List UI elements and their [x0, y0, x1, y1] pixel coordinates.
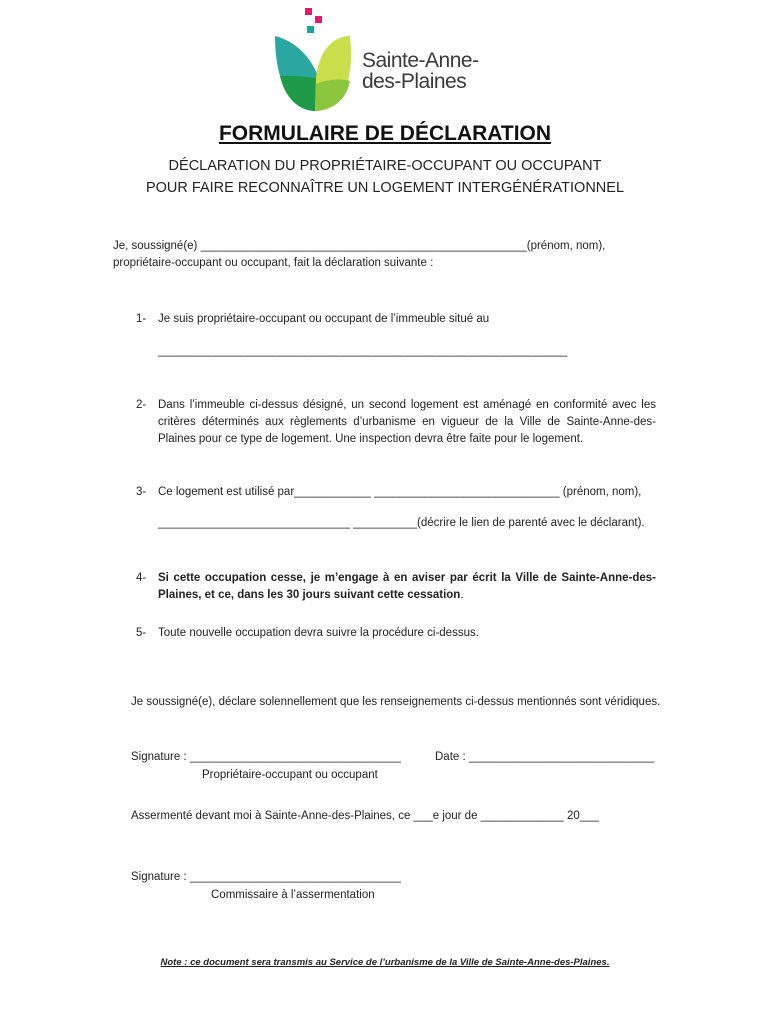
- logo-accent-pink-1: [305, 8, 312, 15]
- item-2-text: Dans l’immeuble ci-dessus désigné, un second logement est aménagé en conformité avec les critères déterminés aux règlements d’urbanisme en vigueur de la Ville de Sainte-Anne-des-Plaines pour ce type de logement. Une inspection devra être faite pour le logement.: [158, 399, 656, 445]
- item-5-number: 5-: [136, 627, 147, 639]
- item-1-address-line: ________________________________________________________________: [158, 345, 568, 357]
- commissioner-signature-role: Commissaire à l’assermentation: [211, 889, 375, 901]
- item-3-relationship-line: ______________________________ __________(décrire le lien de parenté avec le déclarant).: [158, 517, 645, 529]
- item-4-text: [158, 570, 656, 604]
- owner-signature-field: Signature : _________________________________: [131, 751, 401, 763]
- form-subtitle-line1: DÉCLARATION DU PROPRIÉTAIRE-OCCUPANT OU OCCUPANT: [168, 158, 602, 174]
- item-2-number: 2-: [136, 399, 147, 411]
- form-title: FORMULAIRE DE DÉCLARATION: [218, 122, 552, 145]
- commissioner-signature-field: Signature : _________________________________: [131, 871, 401, 883]
- logo-wordmark: [362, 50, 479, 92]
- intro-line1: Je, soussigné(e) ___________________________________________________(prénom, nom),: [113, 240, 606, 252]
- item-3-number: 3-: [136, 486, 147, 498]
- logo-accent-pink-2: [315, 16, 322, 23]
- form-subtitle-line2: POUR FAIRE RECONNAÎTRE UN LOGEMENT INTERGÉNÉRATIONNEL: [145, 180, 625, 196]
- item-4-bold-text: Si cette occupation cesse, je m’engage à en aviser par écrit la Ville de Sainte-Anne-des-Plaines, et ce, dans les 30 jours suivant cette cessation: [158, 572, 656, 601]
- logo-wordmark-line2: des-Plaines: [362, 70, 467, 93]
- footer-note: Note : ce document sera transmis au Service de l’urbanisme de la Ville de Sainte-Anne-des-Plaines.: [160, 957, 610, 968]
- logo-accent-teal: [307, 26, 314, 33]
- item-5-text: Toute nouvelle occupation devra suivre la procédure ci-dessus.: [158, 627, 479, 639]
- date-field: Date : _____________________________: [435, 751, 655, 763]
- owner-signature-role: Propriétaire-occupant ou occupant: [202, 769, 378, 781]
- item-3-text: Ce logement est utilisé par____________ _____________________________ (prénom, nom),: [158, 486, 642, 498]
- item-1-number: 1-: [136, 313, 147, 325]
- sworn-statement: Assermenté devant moi à Sainte-Anne-des-Plaines, ce ___e jour de _____________ 20___: [131, 810, 599, 822]
- item-1-text: Je suis propriétaire-occupant ou occupant de l’immeuble situé au: [158, 313, 490, 325]
- solemn-declaration: Je soussigné(e), déclare solennellement que les renseignements ci-dessus mentionnés sont véridiques.: [131, 696, 661, 708]
- item-4-tail: .: [460, 589, 464, 601]
- logo-wordmark-line1: Sainte-Anne-: [362, 49, 479, 72]
- item-4-number: 4-: [136, 572, 147, 584]
- intro-line2: propriétaire-occupant ou occupant, fait la déclaration suivante :: [113, 257, 434, 269]
